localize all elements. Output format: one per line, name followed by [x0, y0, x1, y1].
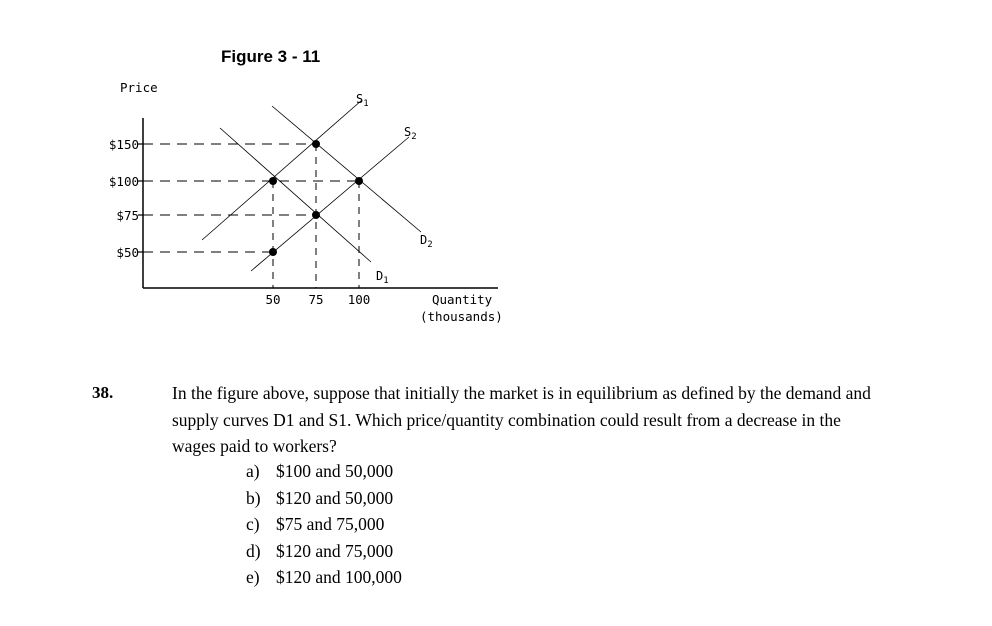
answer-option [246, 564, 402, 591]
curve-label: $S_1$ [356, 92, 369, 109]
answer-option-letter: a) [246, 461, 260, 481]
answer-option-letter: d) [246, 540, 261, 561]
answer-option-text: $100 and 50,000 [276, 461, 394, 481]
x-axis-label: Quantity [432, 292, 493, 307]
answer-option-letter: c) [246, 514, 260, 534]
curve-labels [356, 92, 433, 286]
answer-option [246, 485, 402, 512]
y-axis-label: Price [120, 80, 158, 95]
answer-option-letter: e) [246, 567, 260, 587]
curve-label-subscript: 1 [383, 276, 389, 286]
curve-label-subscript: 2 [411, 132, 417, 142]
answer-options [246, 458, 402, 591]
answer-option [246, 458, 402, 485]
curve-d2 [272, 106, 421, 232]
x-tick-label: 75 [308, 292, 324, 307]
y-tick-label: $150 [108, 137, 139, 152]
answer-option [246, 511, 402, 538]
question-text: In the figure above, suppose that initially the market is in equilibrium as defined by the demand and supply curves D1 and S1. Which price/quantity combination could result from a decrease in the wages paid to workers? [172, 383, 871, 456]
x-tick-label: 50 [265, 292, 281, 307]
answer-option-text: $120 and 50,000 [276, 487, 394, 508]
guide-lines [143, 144, 359, 288]
answer-option-text: $120 and 75,000 [276, 540, 394, 561]
equilibrium-point [312, 211, 320, 219]
curve-label: $S_2$ [404, 125, 417, 142]
y-tick-label: $50 [116, 245, 139, 260]
curve-label: $D_1$ [376, 269, 389, 286]
x-ticks [265, 292, 370, 307]
equilibrium-point [269, 177, 277, 185]
y-tick-label: $75 [116, 208, 139, 223]
answer-option [246, 538, 402, 565]
answer-option-text: $120 and 100,000 [276, 567, 402, 587]
answer-option-letter: b) [246, 487, 261, 508]
curve-label-subscript: 2 [427, 240, 433, 250]
equilibrium-point [355, 177, 363, 185]
x-axis-sublabel: (thousands) [420, 309, 503, 324]
curves [202, 100, 421, 271]
x-tick-label: 100 [347, 292, 371, 307]
y-ticks [109, 137, 143, 260]
figure-title: Figure 3 - 11 [221, 47, 321, 66]
equilibrium-point [269, 248, 277, 256]
equilibrium-point [312, 140, 320, 148]
curve-s1 [202, 100, 362, 240]
curve-label-subscript: 1 [363, 99, 369, 109]
answer-option-text: $75 and 75,000 [276, 514, 385, 534]
curve-d1 [220, 128, 371, 262]
curve-label: $D_2$ [420, 233, 433, 250]
question-number: 38. [92, 383, 114, 402]
y-tick-label: $100 [108, 174, 139, 189]
